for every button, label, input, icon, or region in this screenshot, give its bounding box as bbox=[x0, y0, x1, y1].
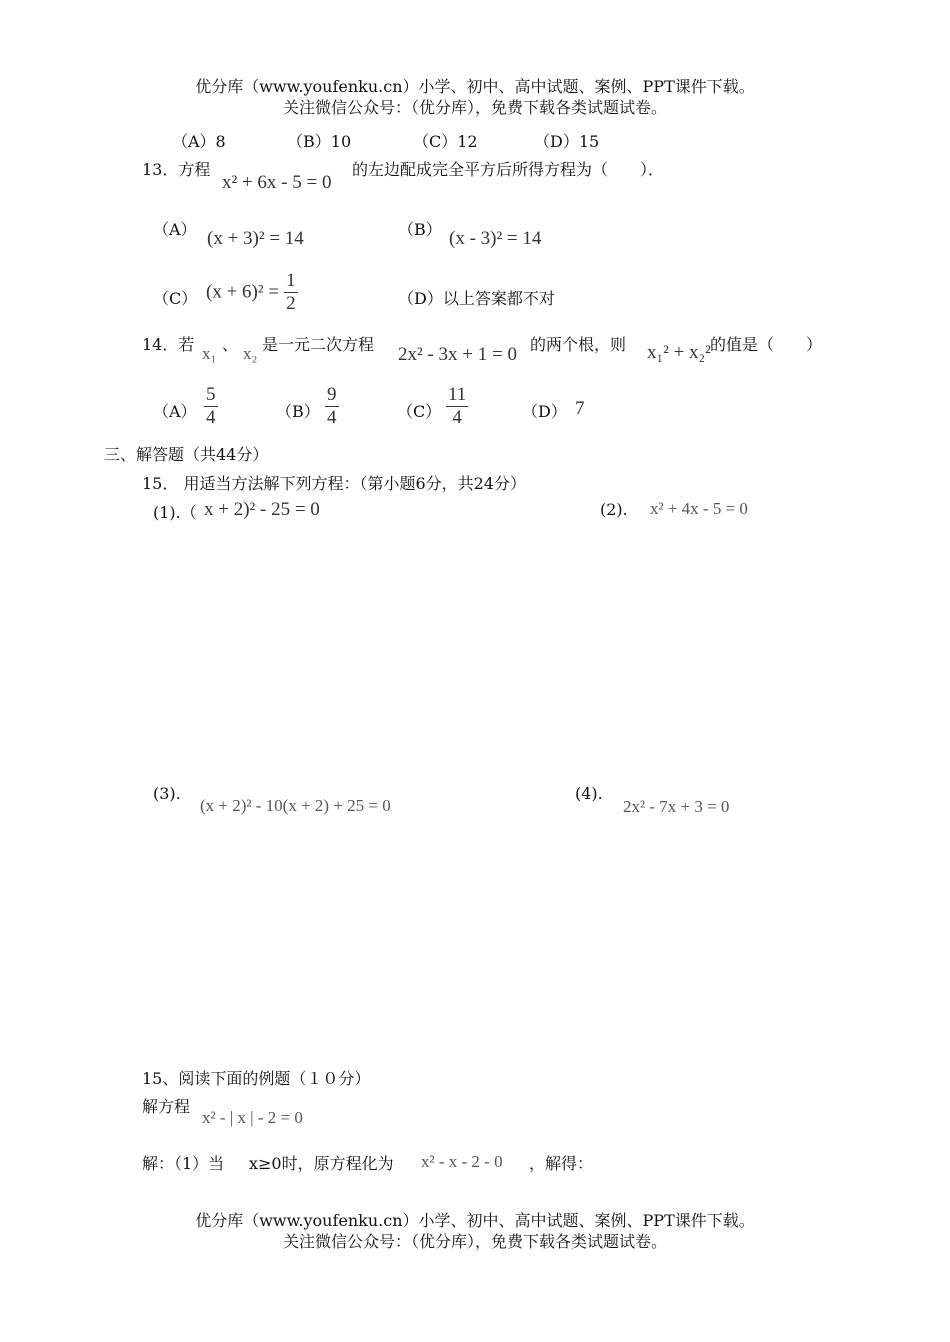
header-line-1: 优分库（www.youfenku.cn）小学、初中、高中试题、案例、PPT课件下载。 bbox=[195, 77, 755, 96]
q15b-solve-expr: x² - | x | - 2 = 0 bbox=[202, 1108, 303, 1127]
q14-option-c-denominator: 4 bbox=[452, 407, 462, 428]
q15-part-3-label: (3). bbox=[153, 784, 181, 803]
q15-part-3-expr: (x + 2)² - 10(x + 2) + 25 = 0 bbox=[200, 796, 391, 815]
q14-expr: x₁² + x₂² bbox=[647, 342, 711, 363]
q14-option-d-value: 7 bbox=[575, 398, 585, 419]
q14-mid2: 的两个根，则 bbox=[530, 335, 627, 354]
q14-option-b-fraction-wrap bbox=[325, 384, 339, 429]
q15-title: 15． 用适当方法解下列方程：（第小题6分，共24分） bbox=[142, 474, 526, 493]
q15-part-4-label: (4). bbox=[575, 784, 603, 803]
section-3-title: 三、解答题（共44分） bbox=[104, 445, 269, 464]
q14-option-c-label: （C） bbox=[397, 402, 442, 421]
q15-part-4-expr: 2x² - 7x + 3 = 0 bbox=[623, 797, 730, 816]
q15-part-1-expr: x + 2)² - 25 = 0 bbox=[204, 499, 320, 520]
q14-x2: x₂ bbox=[243, 344, 258, 363]
header-line-2: 关注微信公众号：（优分库），免费下载各类试题试卷。 bbox=[282, 98, 667, 117]
q14-option-a-label: （A） bbox=[153, 402, 197, 421]
q12-option-d: （D）15 bbox=[534, 132, 600, 151]
q13-prefix: 13．方程 bbox=[142, 160, 211, 179]
q13-option-b-expr: (x - 3)² = 14 bbox=[449, 228, 542, 249]
q14-option-c-fraction-wrap bbox=[446, 384, 468, 429]
q15b-title: 15、阅读下面的例题（１０分） bbox=[142, 1069, 371, 1088]
q15b-sol-suffix: ，解得： bbox=[529, 1154, 594, 1173]
q14-option-d-label: （D） bbox=[522, 402, 567, 421]
q15b-sol-cond: x≥0时，原方程化为 bbox=[249, 1154, 394, 1173]
q14-option-b-label: （B） bbox=[276, 402, 320, 421]
q13-option-c-denominator: 2 bbox=[286, 293, 296, 314]
q14-option-b-denominator: 4 bbox=[327, 407, 337, 428]
q14-sep: 、 bbox=[222, 335, 239, 354]
q13-option-c-label: （C） bbox=[153, 289, 198, 308]
q14-option-a-fraction-wrap bbox=[204, 384, 218, 429]
q15b-sol-prefix: 解：（1）当 bbox=[142, 1154, 225, 1173]
q14-option-a-numerator: 5 bbox=[206, 384, 216, 405]
q14-equation: 2x² - 3x + 1 = 0 bbox=[398, 344, 517, 365]
q13-equation: x² + 6x - 5 = 0 bbox=[222, 172, 332, 193]
q13-option-a-label: （A） bbox=[153, 220, 197, 239]
footer-line-2: 关注微信公众号：（优分库），免费下载各类试题试卷。 bbox=[282, 1232, 667, 1251]
q15-part-2-label: (2). bbox=[600, 500, 628, 519]
q13-option-d-label: （D）以上答案都不对 bbox=[398, 289, 555, 308]
q12-option-b: （B）10 bbox=[287, 132, 352, 151]
q15b-sol-expr: x² - x - 2 - 0 bbox=[421, 1152, 503, 1171]
q15-part-2-expr: x² + 4x - 5 = 0 bbox=[650, 499, 748, 518]
q15b-solve-label: 解方程 bbox=[142, 1097, 191, 1116]
q14-prefix: 14．若 bbox=[142, 335, 195, 354]
q14-x1: x₁ bbox=[202, 344, 217, 363]
q14-option-c-numerator: 11 bbox=[448, 384, 467, 405]
q13-option-c-fraction bbox=[284, 270, 298, 315]
q13-option-c-expr-group bbox=[206, 270, 298, 315]
q14-suffix: 的值是（ ） bbox=[710, 335, 823, 354]
q13-option-b-label: （B） bbox=[398, 220, 442, 239]
q13-option-c-numerator: 1 bbox=[286, 270, 296, 291]
q13-suffix: 的左边配成完全平方后所得方程为（ ）． bbox=[352, 160, 665, 179]
q13-option-c-expr: (x + 6)² = bbox=[206, 281, 280, 303]
q14-option-b-numerator: 9 bbox=[327, 384, 337, 405]
q14-option-b-fraction bbox=[325, 384, 339, 429]
footer-line-1: 优分库（www.youfenku.cn）小学、初中、高中试题、案例、PPT课件下载。 bbox=[195, 1211, 755, 1230]
q14-middle: 是一元二次方程 bbox=[262, 335, 375, 354]
q13-option-a-expr: (x + 3)² = 14 bbox=[207, 228, 304, 249]
q12-option-c: （C）12 bbox=[413, 132, 478, 151]
q12-option-a: （A）8 bbox=[172, 132, 226, 151]
q15-part-1-label: (1).（ bbox=[153, 503, 197, 522]
q14-option-c-fraction bbox=[446, 384, 468, 429]
q14-option-a-denominator: 4 bbox=[206, 407, 216, 428]
q14-option-a-fraction bbox=[204, 384, 218, 429]
